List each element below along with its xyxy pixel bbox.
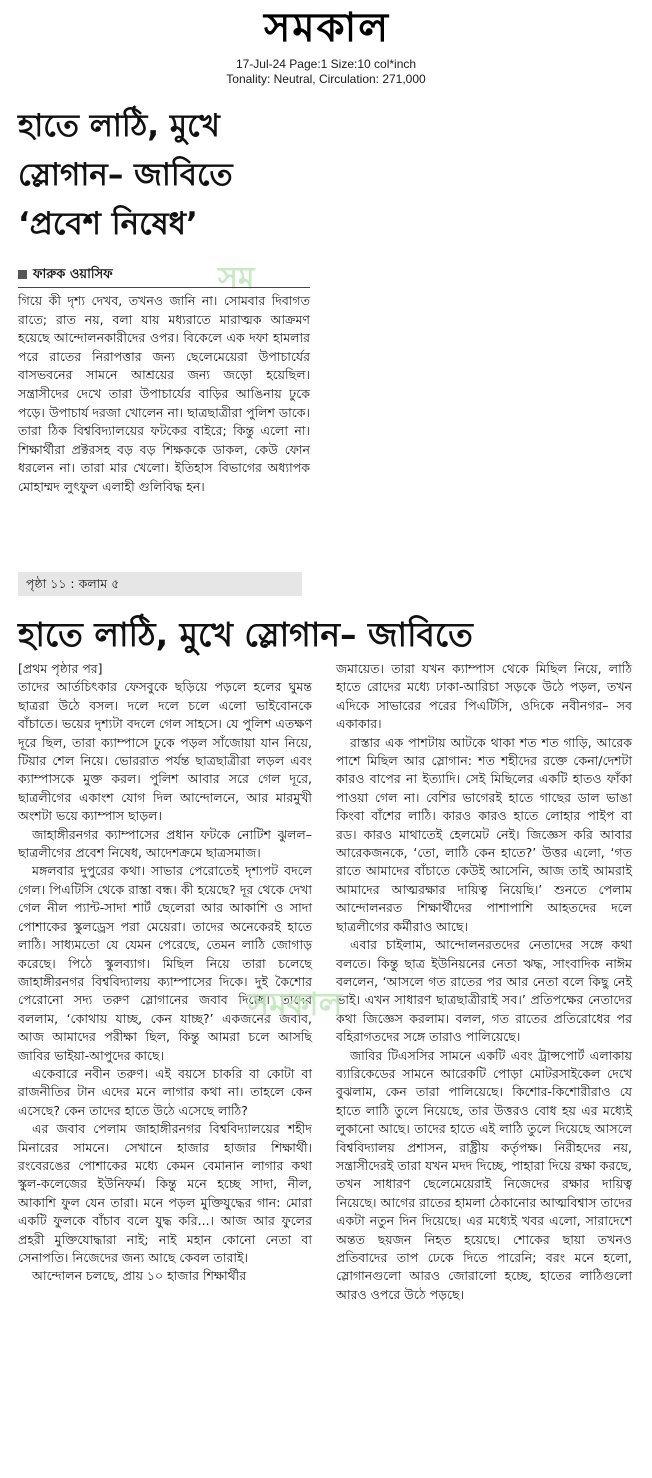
continuation-left-column xyxy=(18,660,312,1286)
paragraph: রাস্তার এক পাশটায় আটকে থাকা শত শত গাড়ি, আরেক পাশে মিছিল আর স্লোগান: শত শহীদের রক্তে কেনা/দেশটা কারও বাপের না ইত্যাদি। সেই মিছিলের একটি হাতও ফাঁকা পাওয়া গেল না। বেশির ভাগেরই হাতে গাছের ডাল ভাঙা কিংবা বাঁশের লাঠি। কারও কারও হাতে লোহার পাইপ বা রড। কারও মাথাতেই হেলমেট নেই। জিজ্ঞেস করি আবার আরেকজনকে, ‘তো, লাঠি কেন হাতে?’ উত্তর এলো, ‘গত রাতে আমাদের বাঁচাতে কেউই আসেনি, আজ তাই আমরাই আমাদের আত্মরক্ষার দায়িত্ব নিয়েছি।’ শুনতে পেলাম আন্দোলনরত শিক্ষার্থীদের পাশাপাশি আহতদের দলে ছাত্রলীগের কর্মীরাও আছে। xyxy=(336,734,632,934)
front-page-headline: হাতে লাঠি, মুখে স্লোগান– জাবিতে ‘প্রবেশ নিষেধ’ xyxy=(18,108,233,242)
watermark-middle: সমকাল xyxy=(248,985,343,1023)
lead-paragraph: গিয়ে কী দৃশ্য দেখব, তখনও জানি না। সোমবার দিবাগত রাতে; রাত নয়, বলা যায় মধ্যরাতে মারাত্মক আক্রমণ হয়েছে আন্দোলনকারীদের ওপর। বিকেলে এক দফা হামলার পরে রাতের নিরাপত্তার জন্য ছেলেমেয়েরা উপাচার্যের বাসভবনের সামনে আশ্রয়ের জন্য জড়ো হয়েছিল। সন্ত্রাসীদের দেখে তারা উপাচার্যের বাড়ির আঙিনায় ঢুকে পড়ে। উপাচার্য দরজা খোলেন না। ছাত্রছাত্রীরা পুলিশ ডাকে। তারা ঠিক বিশ্ববিদ্যালয়ের ফটকের বাইরে; কিন্তু এলো না। শিক্ষার্থীরা প্রক্টরসহ বড় বড় শিক্ষককে ডাকল, কেউ ফোন ধরলেন না। তারা মার খেলো। ইতিহাস বিভাগের অধ্যাপক মোহাম্মদ লুৎফুল এলাহী গুলিবিদ্ধ হন। xyxy=(18,293,310,494)
paragraph: মঙ্গলবার দুপুরের কথা। সাভার পেরোতেই দৃশ্যপট বদলে গেল। পিএটিসি থেকে রাস্তা বন্ধ। কী হয়েছে? দূর থেকে দেখা গেল নীল প্যান্ট-সাদা শার্ট ছেলেরা আর আকাশি ও সাদা পোশাকের স্কুলড্রেস পরা মেয়েরা। তাদের অনেকেরই হাতে লাঠি। সাধ্যমতো যে যেমন পেরেছে, তেমন লাঠি জোগাড় করেছে। পিঠে স্কুলব্যাগ। মিছিল নিয়ে তারা চলেছে জাহাঙ্গীরনগর বিশ্ববিদ্যালয় ক্যাম্পাসের দিকে। দুই কৈশোর পেরোনো সদ্য তরুণ স্লোগানের জবাব দিচ্ছে। তাদের বললাম, ‘কোথায় যাচ্ছ, কেন যাচ্ছ?’ একজনের জবাব, আজ আমাদের পরীক্ষা ছিল, কিন্তু আমরা চলে আসছি জাবির ভাইয়া-আপুদের কাছে। xyxy=(18,863,312,1063)
paragraph: আন্দোলন চলছে, প্রায় ১০ হাজার শিক্ষার্থীর xyxy=(32,1268,247,1284)
continued-page-reference: পৃষ্ঠা ১১ : কলাম ৫ xyxy=(18,572,302,596)
paragraph: জমায়েত। তারা যখন ক্যাম্পাস থেকে মিছিল নিয়ে, লাঠি হাতে রোদের মধ্যে ঢাকা-আরিচা সড়কে উঠে পড়ল, তখন এদিকে সাভারের পরের পিএটিসি, ওদিকে নবীনগর– সব একাকার। xyxy=(336,661,632,732)
clipping-meta-date-size: 17-Jul-24 Page:1 Size:10 col*inch xyxy=(235,57,417,71)
masthead-logo: সমকাল xyxy=(263,4,391,51)
paragraph: একেবারে নবীন তরুণ। এই বয়সে চাকরি বা কোটা বা রাজনীতির টান এদের মনে লাগার কথা না। তাহলে কেন এসেছে? কেন তাদের হাতে উঠে এসেছে লাঠি? xyxy=(18,1065,312,1118)
watermark-top: সম xyxy=(218,261,255,296)
byline-divider xyxy=(18,287,310,288)
paragraph: জাহাঙ্গীরনগর ক্যাম্পাসের প্রধান ফটকে নোটিশ ঝুলল– ছাত্রলীগের প্রবেশ নিষেধ, আদেশক্রমে ছাত্রসমাজ। xyxy=(18,826,312,861)
byline-author: ফারুক ওয়াসিফ xyxy=(33,267,113,282)
paragraph: তাদের আর্তচিৎকার ফেসবুকে ছড়িয়ে পড়লে হলের ঘুমন্ত ছাত্ররা উঠে বসল। দলে দলে চলে এলো ভাইবোনকে বাঁচাতে। ভয়ের দৃশ্যটা বদলে গেল সাহসে। যে পুলিশ এতক্ষণ দূরে ছিল, তারা ক্যাম্পাসে ঢুকে পড়ল সাঁজোয়া যান নিয়ে, টিয়ার শেল নিয়ে। ভোররাত পর্যন্ত ছাত্রছাত্রীরা লড়ল এবং ক্যাম্পাসকে মুক্ত করল। পুলিশ আবার সরে গেল দূরে, ছাত্রলীগের একাংশ যোগ দিল আন্দোলনে, আর মারমুখী অংশটা ভয়ে ক্যাম্পাস ছাড়ল। xyxy=(18,679,312,824)
continuation-right-column xyxy=(336,660,632,1304)
byline-square-icon xyxy=(18,270,27,279)
clipping-meta-tonality: Tonality: Neutral, Circulation: 271,000 xyxy=(226,72,426,86)
paragraph: এর জবাব পেলাম জাহাঙ্গীরনগর বিশ্ববিদ্যালয়ের শহীদ মিনারের সামনে। সেখানে হাজার হাজার শিক্ষার্থী। রংবেরঙের পোশাকের মধ্যে কেমন বেমানান লাগার কথা স্কুল-কলেজের ইউনিফর্ম। কিন্তু মনে হচ্ছে সাদা, নীল, আকাশি ফুল যেন তারা। মনে পড়ল মুক্তিযুদ্ধের গান: মোরা একটি ফুলকে বাঁচাব বলে যুদ্ধ করি...। আজ আর ফুলের প্রহরী মুক্তিযোদ্ধারা নাই; নাই মহান কোনো নেতা বা সেনাপতি। নিজেদের জন্য আছে কেবল তারাই। xyxy=(18,1121,312,1265)
continuation-headline: হাতে লাঠি, মুখে স্লোগান– জাবিতে xyxy=(18,615,473,654)
byline xyxy=(18,266,113,284)
paragraph: এবার চাইলাম, আন্দোলনরতদের নেতাদের সঙ্গে কথা বলতে। কিন্তু ছাত্র ইউনিয়নের নেতা ঋদ্ধ, সাংবাদিক নাঈম বললেন, ‘আসলে গত রাতের পর আর নেতা বলে কিছু নেই ভাই। এখন সাধারণ ছাত্রছাত্রীরাই সব।’ প্রতিপক্ষের নেতাদের কথা জিজ্ঞেস করলাম। বলল, গত রাতের প্রতিরোধের পর বহিরাগতদের সঙ্গে তারাও পালিয়েছে। xyxy=(336,937,632,1045)
paragraph: জাবির টিএসসির সামনে একটি এবং ট্রান্সপোর্ট এলাকায় ব্যারিকেডের সামনে আরেকটি পোড়া মোটরসাইকেল দেখে বুঝলাম, কেন তারা পালিয়েছে। কিশোর-কিশোরীরাও যে হাতে লাঠি তুলে নিয়েছে, তার উত্তরও বোধ হয় এর মধ্যেই লুকানো আছে। তাদের হাতে এই লাঠি তুলে দিয়েছে আসলে বিশ্ববিদ্যালয় প্রশাসন, রাষ্ট্রীয় কর্তৃপক্ষ। নিরীহদের নয়, সন্ত্রাসীদেরই তারা যখন মদদ দিচ্ছে, পাহারা দিয়ে রক্ষা করছে, তখন সাধারণ ছেলেমেয়েরাই নিজেদের রক্ষার দায়িত্ব নিয়েছে। আগের রাতের হামলা ঠেকানোর আত্মবিশ্বাস তাদের একটা নতুন দিন দিয়েছে। এর মধ্যেই খবর এলো, সারাদেশে অন্তত ছয়জন নিহত হয়েছে। শোকের ছায়া তখনও প্রতিবাদের তাপ ঢেকে দিতে পারেনি; বরং মনে হলো, স্লোগানগুলো আরও জোরালো হচ্ছে, হাতের লাঠিগুলো আরও ওপরে উঠে পড়ছে। xyxy=(336,1047,632,1302)
paragraph: [প্রথম পৃষ্ঠার পর] xyxy=(18,661,103,676)
